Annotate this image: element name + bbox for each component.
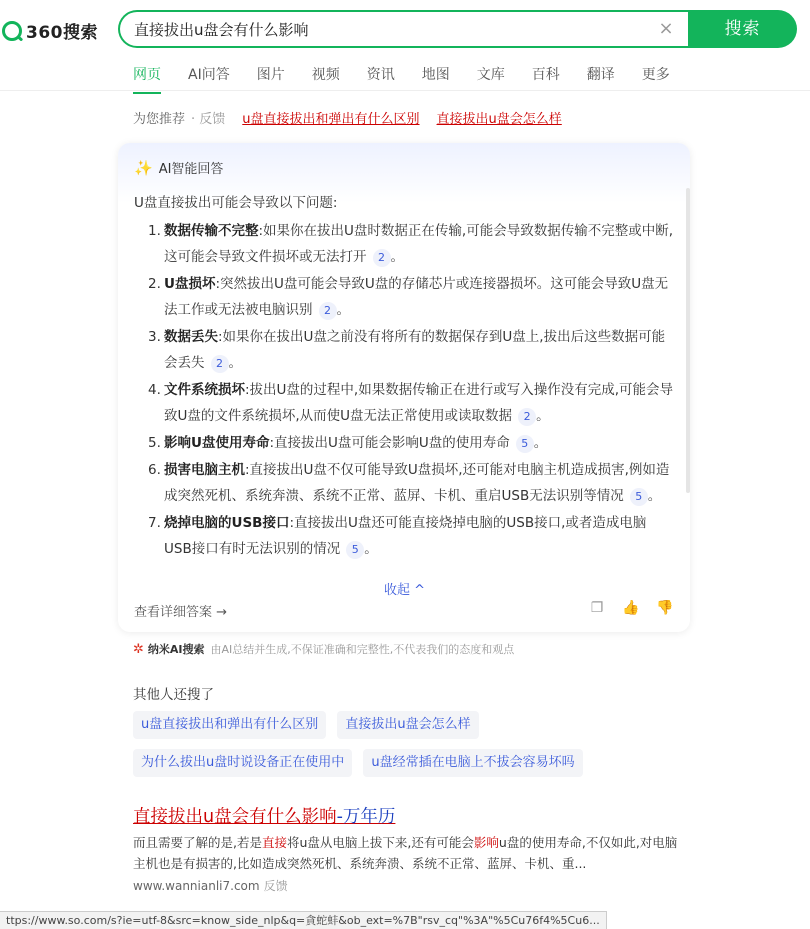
search-input[interactable]: 直接拔出u盘会有什么影响 xyxy=(134,20,309,39)
ai-title-text: AI智能回答 xyxy=(158,162,224,177)
related-search-chip[interactable]: u盘经常插在电脑上不拔会容易坏吗 xyxy=(363,749,582,777)
result-title[interactable]: 直接拔出u盘会有什么影响-万年历 xyxy=(133,807,396,827)
card-actions xyxy=(572,599,674,617)
search-button[interactable]: 搜索 xyxy=(688,10,797,48)
sparkle-icon: ✨ xyxy=(134,158,153,177)
recommend-link[interactable]: u盘直接拔出和弹出有什么区别 xyxy=(242,112,420,127)
citation-badge[interactable]: 2 xyxy=(211,355,229,373)
tab-translate[interactable]: 翻译 xyxy=(586,67,615,83)
citation-badge[interactable]: 2 xyxy=(373,249,391,267)
list-item: 7. 烧掉电脑的USB接口:直接拔出U盘还可能直接烧掉电脑的USB接口,或者造成电脑USB接口有时无法识别的情况 5 。 xyxy=(148,515,647,557)
logo-icon xyxy=(2,21,22,41)
recommend-bar xyxy=(133,108,562,127)
tab-video[interactable]: 视频 xyxy=(311,67,340,83)
tab-map[interactable]: 地图 xyxy=(421,67,450,83)
list-item: 5. 影响U盘使用寿命:直接拔出U盘可能会影响U盘的使用寿命 5 。 xyxy=(148,435,548,451)
search-box[interactable] xyxy=(118,10,688,48)
citation-badge[interactable]: 2 xyxy=(319,302,337,320)
citation-badge[interactable]: 5 xyxy=(516,435,534,453)
list-item: 2. U盘损坏:突然拔出U盘可能会导致U盘的存储芯片或连接器损坏。这可能会导致U盘无法工作或无法被电脑识别 2 。 xyxy=(148,276,669,318)
citation-badge[interactable]: 5 xyxy=(346,541,364,559)
recommend-label: 为您推荐 xyxy=(133,112,186,127)
logo-text: 360搜索 xyxy=(26,23,98,43)
header xyxy=(0,0,810,58)
list-item: 3. 数据丢失:如果你在拔出U盘之前没有将所有的数据保存到U盘上,拔出后这些数据可能会丢失 2 。 xyxy=(148,329,666,371)
recommend-feedback[interactable]: · 反馈 xyxy=(191,112,226,127)
list-item: 6. 损害电脑主机:直接拔出U盘不仅可能导致U盘损坏,还可能对电脑主机造成损害,例如造成突然死机、系统奔溃、系统不正常、蓝屏、卡机、重启USB无法识别等情况 5 。 xyxy=(148,462,670,504)
view-detail-link[interactable]: 查看详细答案 → xyxy=(134,605,228,620)
tab-images[interactable]: 图片 xyxy=(256,67,285,83)
tab-baike[interactable]: 百科 xyxy=(531,67,560,83)
scrollbar[interactable] xyxy=(686,188,690,493)
brand-name: 纳米AI搜索 xyxy=(147,643,205,656)
related-search-chip[interactable]: u盘直接拔出和弹出有什么区别 xyxy=(133,711,326,739)
related-searches xyxy=(133,711,693,787)
tab-news[interactable]: 资讯 xyxy=(366,67,395,83)
tab-web[interactable]: 网页 xyxy=(133,64,161,94)
collapse-button[interactable]: 收起 ^ xyxy=(384,583,426,598)
ai-answer-list xyxy=(134,218,674,563)
tab-ai-qa[interactable]: AI问答 xyxy=(188,67,230,83)
status-bar-url: ttps://www.so.com/s?ie=utf-8&src=know_side_nlp&q=貪蛇蚌&ob_ext=%7B"rsv_cq"%3A"%5Cu76f4%5Cu6... xyxy=(0,911,607,929)
related-searches-title: 其他人还搜了 xyxy=(133,687,214,703)
tab-more[interactable]: 更多 xyxy=(641,67,670,83)
ai-card-title xyxy=(134,158,223,177)
result-feedback[interactable]: 反馈 xyxy=(263,879,288,893)
ai-intro: U盘直接拔出可能会导致以下问题: xyxy=(134,195,338,211)
list-item: 1. 数据传输不完整:如果你在拔出U盘时数据正在传输,可能会导致数据传输不完整或中断,这可能会导致文件损坏或无法打开 2 。 xyxy=(148,223,674,265)
search-result xyxy=(133,803,678,894)
related-search-chip[interactable]: 直接拔出u盘会怎么样 xyxy=(337,711,478,739)
thumbs-down-icon[interactable]: 👎 xyxy=(656,600,674,616)
tab-wenku[interactable]: 文库 xyxy=(476,67,505,83)
copy-icon[interactable]: ❐ xyxy=(590,600,604,616)
related-search-chip[interactable]: 为什么拔出u盘时说设备正在使用中 xyxy=(133,749,352,777)
recommend-link[interactable]: 直接拔出u盘会怎么样 xyxy=(436,112,562,127)
result-url: www.wannianli7.com 反馈 xyxy=(133,879,288,893)
disclaimer-text: 由AI总结并生成,不保证准确和完整性,不代表我们的态度和观点 xyxy=(210,643,515,656)
divider xyxy=(0,90,810,91)
list-item: 4. 文件系统损坏:拔出U盘的过程中,如果数据传输正在进行或写入操作没有完成,可能会导致U盘的文件系统损坏,从而使U盘无法正常使用或读取数据 2 。 xyxy=(148,382,674,424)
ai-answer-card xyxy=(118,143,690,632)
ai-disclaimer xyxy=(133,641,514,657)
citation-badge[interactable]: 5 xyxy=(630,488,648,506)
result-snippet: 而且需要了解的是,若是直接将u盘从电脑上拔下来,还有可能会影响u盘的使用寿命,不仅如此,对电脑主机也是有损害的,比如造成突然死机、系统奔溃、系统不正常、蓝屏、卡机、重... xyxy=(133,835,678,871)
thumbs-up-icon[interactable]: 👍 xyxy=(622,600,640,616)
citation-badge[interactable]: 2 xyxy=(518,408,536,426)
nano-ai-logo-icon: ✲ xyxy=(133,641,144,657)
logo[interactable] xyxy=(2,18,98,43)
clear-icon[interactable]: × xyxy=(658,18,674,39)
